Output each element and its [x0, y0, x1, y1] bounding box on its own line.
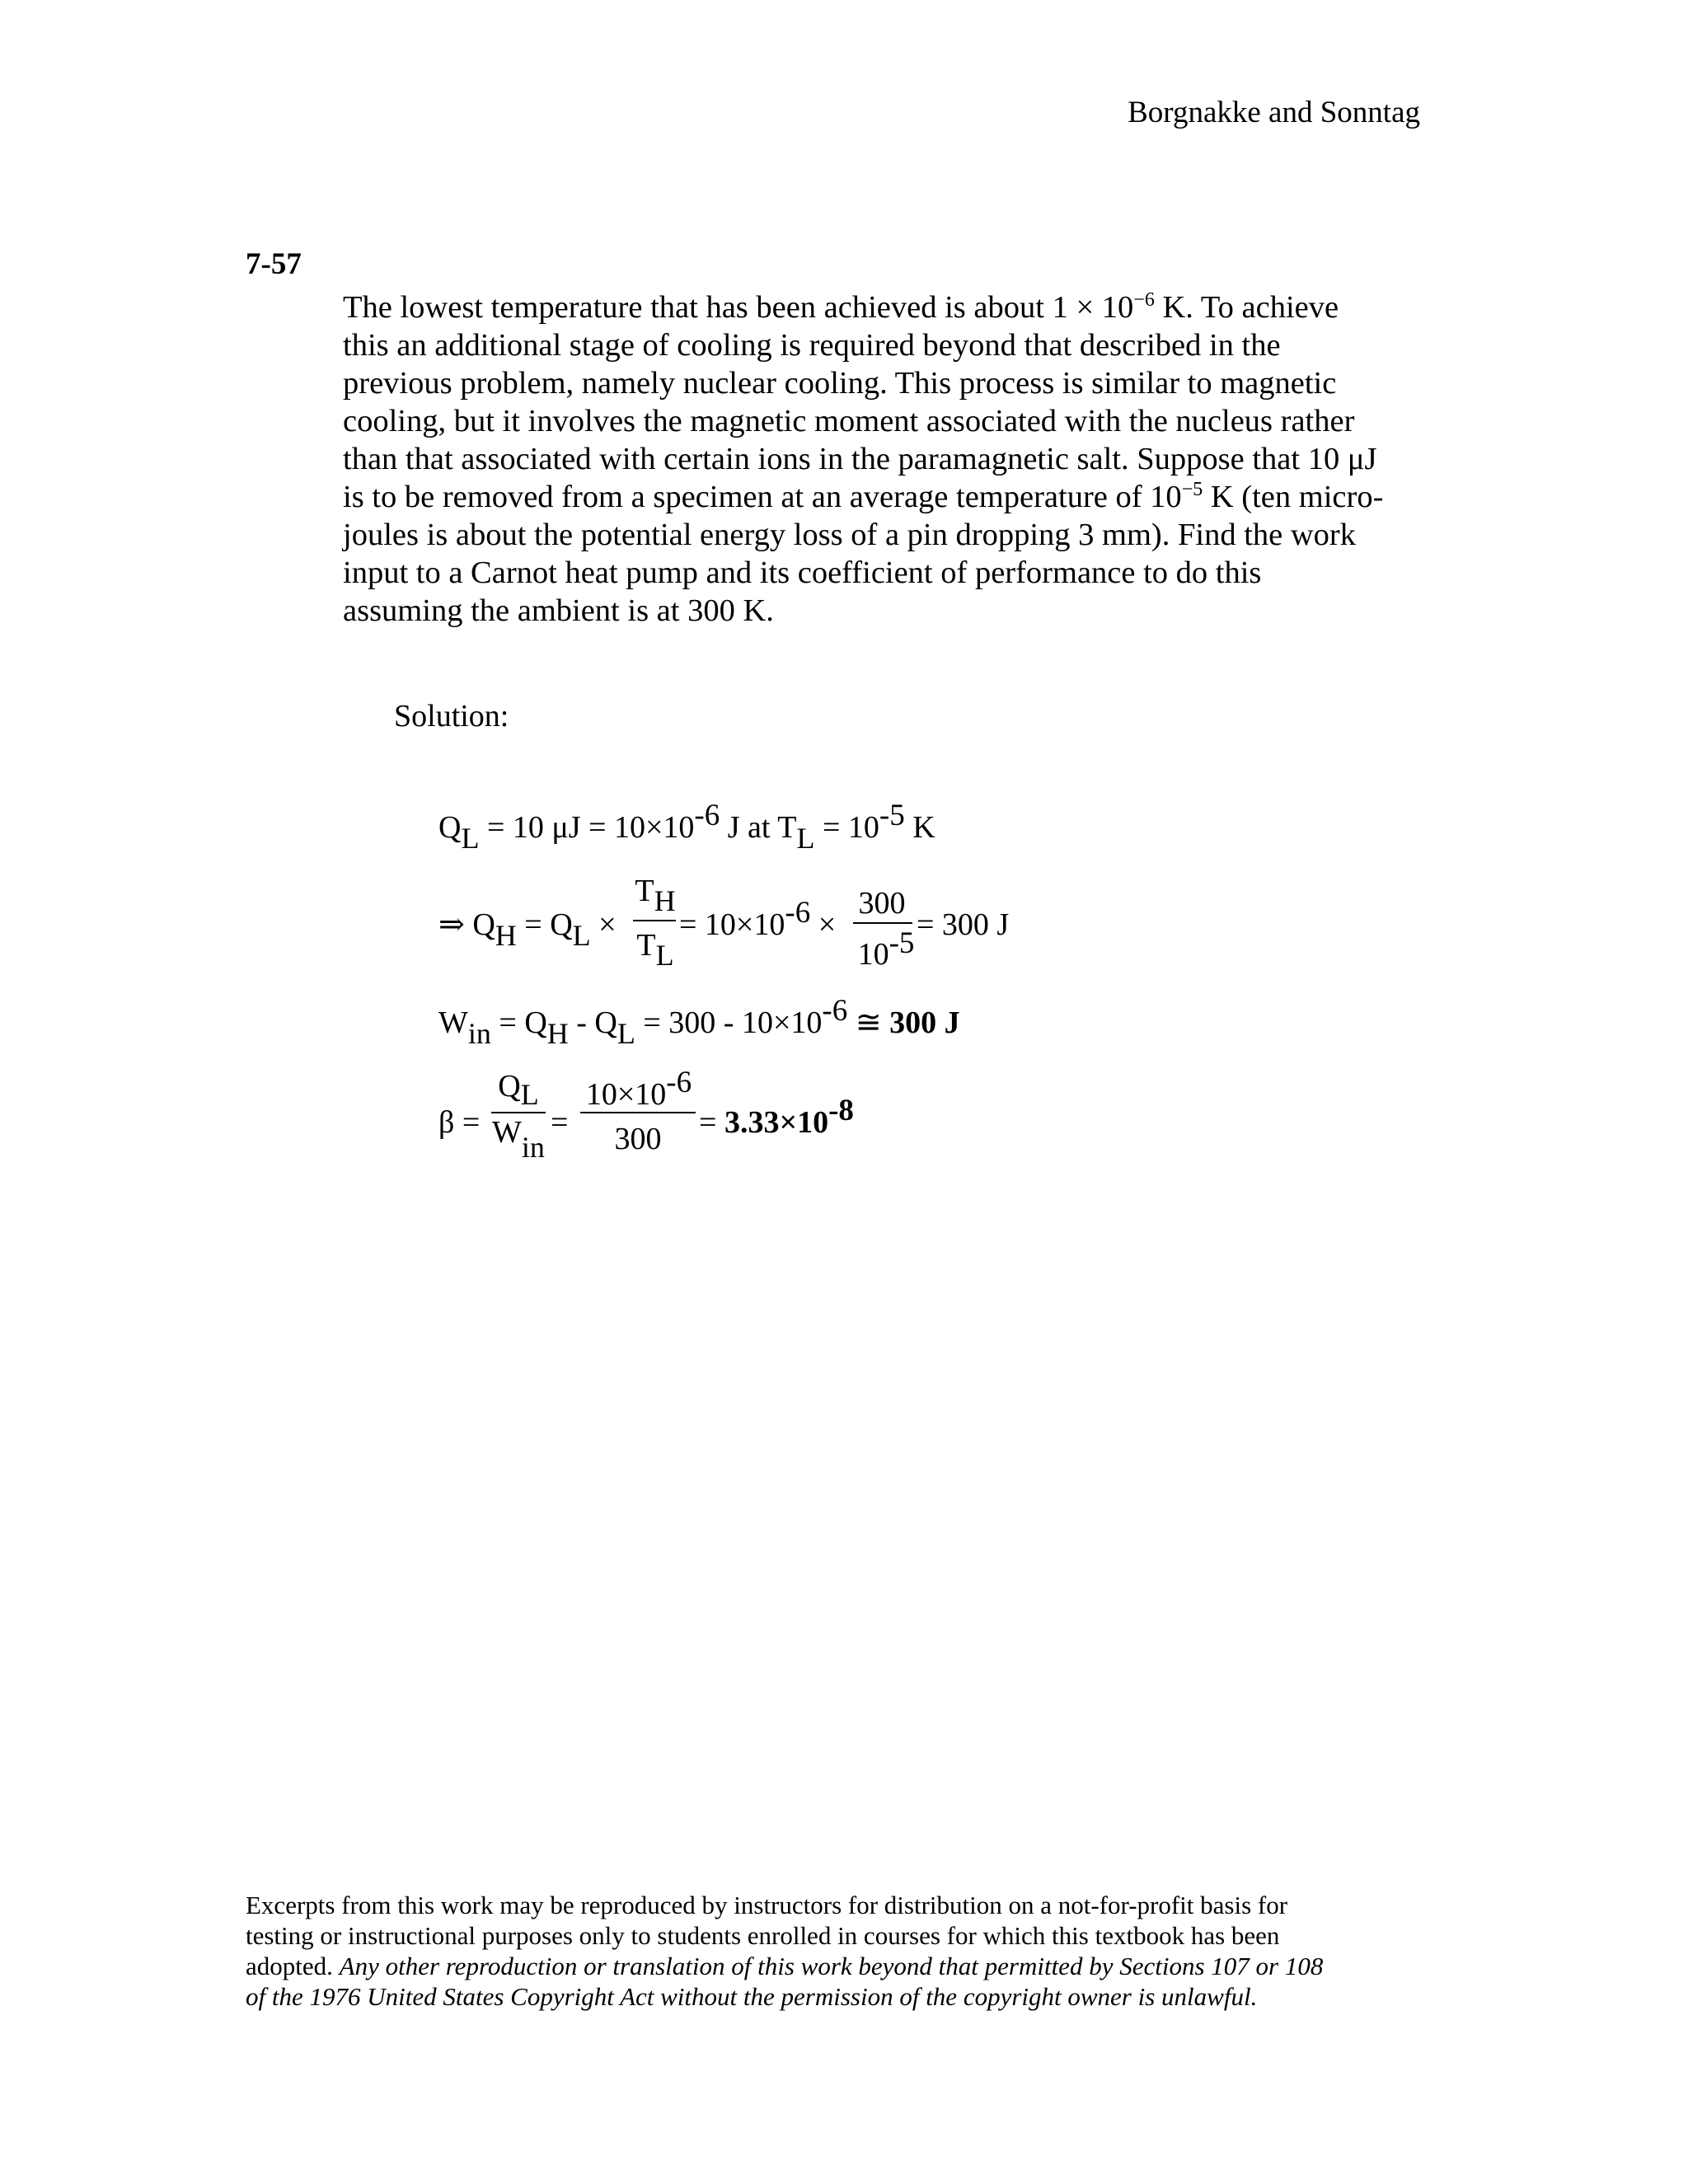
- problem-line: joules is about the potential energy loss of a pin dropping 3 mm). Find the work: [343, 518, 1356, 552]
- problem-line: this an additional stage of cooling is required beyond that described in the: [343, 328, 1281, 363]
- eq2-middle: = 10×10-6 ×: [679, 896, 837, 942]
- eq4-result: = 3.33×10-8: [699, 1094, 854, 1140]
- footer-line: testing or instructional purposes only to students enrolled in courses for which this textbook has been: [246, 1921, 1280, 1950]
- equation-work-input: Win = QH - QL = 300 - 10×10-6 ≅ 300 J: [438, 994, 960, 1050]
- problem-line: input to a Carnot heat pump and its coefficient of performance to do this: [343, 555, 1262, 590]
- fraction-bar: [633, 920, 676, 921]
- problem-number: 7-57: [246, 247, 302, 281]
- eq4-frac1-num: QL: [498, 1069, 539, 1111]
- eq4-equals: =: [551, 1105, 569, 1140]
- problem-statement: [343, 288, 1456, 630]
- cop-answer: 3.33×10-8: [724, 1094, 854, 1140]
- eq2-left: ⇒ QH = QL ×: [438, 907, 617, 952]
- eq2-frac1-den: TL: [636, 928, 674, 972]
- problem-line: cooling, but it involves the magnetic moment associated with the nucleus rather: [343, 404, 1355, 438]
- problem-line: than that associated with certain ions in the paramagnetic salt. Suppose that 10 μJ: [343, 442, 1377, 476]
- running-header: Borgnakke and Sonntag: [1128, 96, 1420, 129]
- footer-line: Excerpts from this work may be reproduced by instructors for distribution on a not-for-profit basis for: [246, 1891, 1288, 1919]
- problem-line: The lowest temperature that has been achieved is about $1 \times 10^{-6}$ K. To achieve: [343, 289, 1339, 325]
- copyright-footer: [246, 1890, 1441, 2012]
- eq4-frac2-num: 10×10-6: [585, 1066, 692, 1112]
- eq2-frac1-num: TH: [635, 874, 676, 917]
- solution-label: Solution:: [394, 699, 509, 733]
- footer-line: of the 1976 United States Copyright Act without the permission of the copyright owner is unlawful.: [246, 1982, 1258, 2011]
- eq4-frac1-den: Win: [492, 1115, 545, 1164]
- footer-line: adopted. Any other reproduction or translation of this work beyond that permitted by Sections 107 or 108: [246, 1952, 1324, 1980]
- fraction-bar: [580, 1112, 696, 1113]
- eq2-frac2-den: 10-5: [857, 926, 915, 972]
- fraction-bar: [491, 1112, 546, 1113]
- eq2-result: = 300 J: [917, 907, 1010, 942]
- work-answer: 300 J: [889, 1005, 960, 1040]
- problem-line: is to be removed from a specimen at an average temperature of $10^{-5}$ K (ten micro-: [343, 479, 1384, 514]
- fraction-bar: [853, 922, 912, 924]
- problem-line: previous problem, namely nuclear cooling. This process is similar to magnetic: [343, 366, 1337, 401]
- eq2-frac2-num: 300: [858, 886, 906, 921]
- eq4-frac2-den: 300: [614, 1122, 662, 1156]
- equation-heat-low: QL = 10 μJ = 10×10-6 J at TL = 10-5 K: [438, 799, 935, 855]
- eq4-beta: β =: [438, 1105, 481, 1140]
- problem-line: assuming the ambient is at 300 K.: [343, 593, 774, 628]
